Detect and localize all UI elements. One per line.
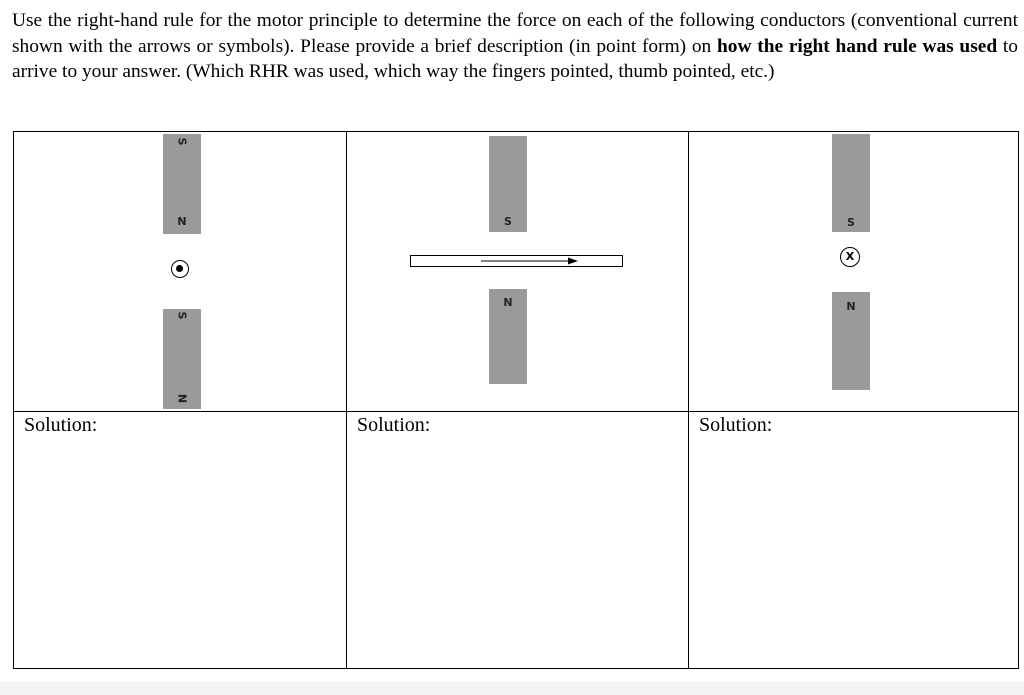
instructions-part2: to arrive to your answer. (Which RHR was used, which way the fingers pointed, thumb pointed, etc.): [12, 35, 1019, 82]
diagram-panel-2: [347, 132, 688, 411]
magnet-pole-north: N: [177, 215, 187, 228]
diagram-panel-3: [689, 132, 1020, 411]
solution-label-2: Solution:: [357, 414, 431, 436]
top-magnet: [163, 134, 201, 234]
magnet-pole-south: S: [175, 137, 189, 146]
magnet-pole-north: N: [175, 393, 189, 404]
solution-label-3: Solution:: [699, 414, 773, 436]
current-direction-arrow: [410, 253, 623, 269]
instructions-part1: Use the right-hand rule for the motor principle to determine the force on each of the following conductors (conventional current shown with the arrows or symbols). Please provide a brief description (in point form) on: [12, 10, 1018, 57]
current-out-of-page-symbol: [171, 260, 189, 278]
magnet-pole-south: S: [847, 216, 855, 229]
worksheet-table: [13, 131, 1019, 669]
magnet-pole-south: S: [504, 215, 512, 228]
arrow-head: [568, 258, 578, 265]
instructions-text: [12, 8, 1018, 85]
magnet-pole-south: S: [175, 311, 189, 320]
top-magnet: [489, 136, 527, 232]
current-into-page-symbol: X: [840, 247, 860, 267]
bottom-magnet: [163, 309, 201, 409]
magnet-pole-north: N: [503, 296, 513, 309]
diagram-panel-1: [14, 132, 346, 411]
magnet-pole-north: N: [846, 300, 856, 313]
bottom-magnet: [489, 289, 527, 384]
row-divider: [14, 411, 1018, 412]
instructions-bold: how the right hand rule was used: [717, 35, 998, 57]
page-footer-strip: [0, 682, 1024, 695]
bottom-magnet: [832, 292, 870, 390]
solution-label-1: Solution:: [24, 414, 98, 436]
top-magnet: [832, 134, 870, 232]
